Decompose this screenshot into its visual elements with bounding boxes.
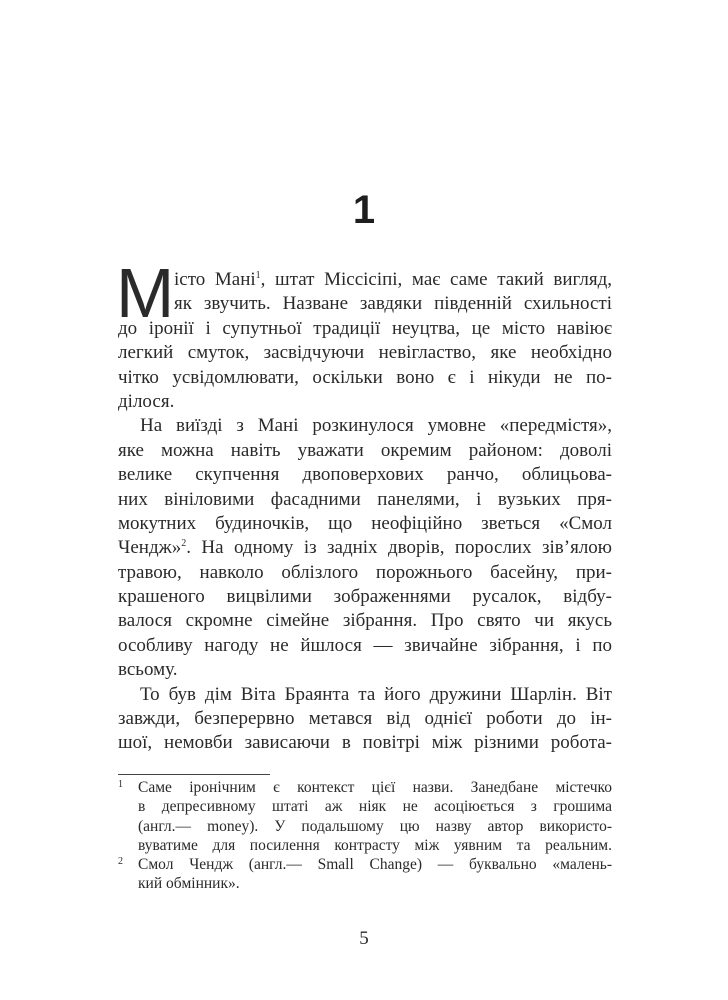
text-segment: Саме іронічним є контекст цієї назви. Занедбане містечко: [138, 779, 612, 796]
text-line: завжди, безперервно метався від однієї роботи до ін-: [118, 708, 612, 730]
footnote-line: в депресивному штаті аж ніяк не асоціюється з грошима: [138, 798, 612, 816]
text-segment: Чендж»: [118, 537, 182, 559]
text-line: То був дім Віта Браянта та його дружини Шарлін. Віт: [140, 683, 612, 705]
text-line: [118, 268, 612, 292]
text-line: особливу нагоду не йшлося — звичайне зібрання, і по: [118, 634, 612, 656]
text-line: як звучить. Назване завдяки південній схильності: [174, 293, 612, 315]
footnote-ref[interactable]: 2: [181, 538, 187, 550]
footnote-line: [118, 855, 612, 874]
text-line: мокутних будиночків, що неофіційно зветься «Смол: [118, 512, 612, 534]
text-line: крашеного вицвілими зображеннями русалок, відбу-: [118, 586, 612, 608]
text-line: до іронії і супутньої традиції неуцтва, це місто навіює: [118, 317, 612, 339]
text-line: шої, немовби зависаючи в повітрі між різними робота-: [118, 732, 612, 754]
text-segment: . На одному із задніх дворів, порослих зів’ялою: [186, 537, 612, 559]
text-line: яке можна навіть уважати окремим районом: доволі: [118, 439, 612, 461]
footnote-line: [118, 778, 612, 797]
text-line: чітко усвідомлювати, оскільки воно є і нікуди не по-: [118, 366, 612, 388]
text-segment: істо Мані: [174, 269, 256, 290]
text-line: травою, навколо облізлого порожнього басейну, при-: [118, 561, 612, 583]
text-line: валося скромне сімейне зібрання. Про свято чи якусь: [118, 610, 612, 632]
footnote-number: 2: [118, 856, 123, 868]
text-line: На виїзді з Мані розкинулося умовне «передмістя»,: [140, 415, 612, 437]
text-line: легкий смуток, засвідчуючи невігластво, яке необхідно: [118, 342, 612, 364]
footnote-ref[interactable]: 1: [255, 270, 261, 281]
text-segment: Смол Чендж (англ.— Small Change) — буквально «малень-: [138, 856, 612, 874]
page-number: 5: [359, 928, 369, 949]
text-segment: , штат Міссісіпі, має саме такий вигляд,: [260, 269, 612, 290]
footnote-line: кий обмінник».: [138, 875, 240, 893]
text-line: ділося.: [118, 390, 175, 412]
footnote-line: вуватиме для посилення контрасту між уявним та реальним.: [138, 836, 612, 854]
chapter-number: 1: [352, 188, 376, 232]
footnotes: [118, 778, 612, 894]
text-line: них вініловими фасадними панелями, і вузьких пря-: [118, 488, 612, 510]
footnote-divider: [118, 774, 270, 775]
text-line: велике скупчення двоповерхових ранчо, облицьова-: [118, 464, 612, 486]
body-text: [118, 268, 612, 756]
drop-cap: М: [116, 254, 175, 332]
footnote-number: 1: [118, 779, 123, 790]
footnote-line: (англ.— money). У подальшому цю назву автор використо-: [138, 817, 612, 835]
text-line: [118, 536, 612, 560]
text-line: всьому.: [118, 659, 178, 681]
